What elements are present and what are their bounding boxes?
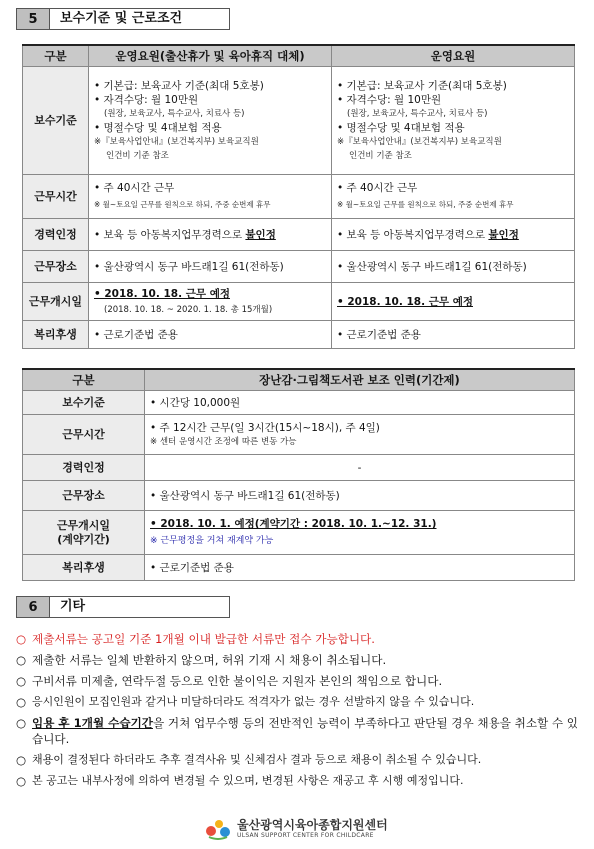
- cell-text: • 보육 등 아동복지업무경력으로: [94, 228, 246, 241]
- cell-line: 인건비 기준 참조: [349, 150, 412, 161]
- cell-line: • 주 12시간 근무(일 3시간(15시~18시), 주 4일): [150, 421, 380, 434]
- cell-line: • 2018. 10. 1. 예정(계약기간 : 2018. 10. 1.~12. 31.): [150, 518, 437, 530]
- welfare-cell-b: • 근로기준법 준용: [332, 321, 575, 349]
- conditions-table-1: [22, 44, 575, 349]
- table-row: [23, 321, 575, 349]
- cell-line: (2018. 10. 18. ~ 2020. 1. 18. 총 15개월): [104, 304, 273, 315]
- exp-cell-a: [89, 219, 332, 251]
- pay-cell-b: [332, 67, 575, 175]
- row-label: 근무시간: [23, 415, 145, 455]
- table-row: [23, 511, 575, 555]
- cell-line: • 2018. 10. 18. 근무 예정: [337, 295, 473, 308]
- note-text: 제출서류는 공고일 기준 1개월 이내 발급한 서류만 접수 가능합니다.: [32, 632, 375, 646]
- list-item: [16, 631, 582, 647]
- pay-cell: • 시간당 10,000원: [145, 391, 575, 415]
- table-row: [23, 415, 575, 455]
- row-label: 근무장소: [23, 251, 89, 283]
- table-row: [23, 175, 575, 219]
- header-cell: 운영요원: [332, 45, 575, 67]
- circle-bullet-icon: ○: [16, 753, 27, 767]
- cell-line: ※ 센터 운영시간 조정에 따른 변동 가능: [150, 436, 297, 447]
- section-6-header: [16, 596, 230, 618]
- cell-text: • 보육 등 아동복지업무경력으로: [337, 228, 489, 241]
- start-cell-b: [332, 283, 575, 321]
- cell-line: • 명절수당 및 4대보험 적용: [337, 121, 465, 134]
- list-item: [16, 673, 582, 689]
- circle-bullet-icon: ○: [16, 653, 27, 667]
- cell-emphasis: 불인정: [488, 228, 519, 241]
- hours-cell-b: [332, 175, 575, 219]
- exp-cell-b: [332, 219, 575, 251]
- cell-line: • 명절수당 및 4대보험 적용: [94, 121, 222, 134]
- place-cell: • 울산광역시 동구 바드래1길 61(전하동): [145, 481, 575, 511]
- list-item: [16, 652, 582, 668]
- footer: [205, 818, 388, 840]
- list-item: [16, 715, 582, 747]
- cell-line: • 자격수당: 월 10만원: [94, 93, 199, 106]
- cell-line: ※ 월~토요일 근무를 원칙으로 하되, 주중 순번제 휴무: [94, 200, 271, 209]
- cell-line: ※『보육사업안내』(보건복지부) 보육교직원: [337, 136, 502, 147]
- row-label: 보수기준: [23, 391, 145, 415]
- circle-bullet-icon: ○: [16, 716, 27, 730]
- header-cell: 장난감·그림책도서관 보조 인력(기간제): [145, 369, 575, 391]
- row-label: 경력인정: [23, 219, 89, 251]
- table-header-row: [23, 369, 575, 391]
- row-label: 근무개시일: [23, 283, 89, 321]
- cell-line: 인건비 기준 참조: [106, 150, 169, 161]
- note-text: 제출한 서류는 일체 반환하지 않으며, 허위 기재 시 채용이 취소됩니다.: [32, 653, 387, 667]
- row-label: 복리후생: [23, 555, 145, 581]
- start-cell-a: [89, 283, 332, 321]
- welfare-cell: • 근로기준법 준용: [145, 555, 575, 581]
- note-text: 구비서류 미제출, 연락두절 등으로 인한 불이익은 지원자 본인의 책임으로 합니다.: [32, 674, 443, 688]
- label-line: 근무개시일: [56, 518, 111, 532]
- footer-text: [237, 819, 388, 840]
- list-item: [16, 694, 582, 710]
- cell-line: • 기본급: 보육교사 기준(최대 5호봉): [337, 79, 507, 92]
- table-row: [23, 555, 575, 581]
- row-label: 근무시간: [23, 175, 89, 219]
- start-cell: [145, 511, 575, 555]
- conditions-table-2: [22, 368, 575, 581]
- hours-cell-a: [89, 175, 332, 219]
- cell-line: ※『보육사업안내』(보건복지부) 보육교직원: [94, 136, 259, 147]
- circle-bullet-icon: ○: [16, 774, 27, 788]
- cell-emphasis: 불인정: [245, 228, 276, 241]
- row-label: 복리후생: [23, 321, 89, 349]
- header-cell: 구분: [23, 369, 145, 391]
- circle-bullet-icon: ○: [16, 695, 27, 709]
- section-title: 보수기준 및 근로조건: [50, 8, 230, 30]
- section-number: 5: [16, 8, 50, 30]
- table-row: [23, 251, 575, 283]
- cell-line: ※ 월~토요일 근무를 원칙으로 하되, 주중 순번제 휴무: [337, 200, 514, 209]
- label-line: (계약기간): [57, 532, 110, 546]
- note-emphasis: 임용 후 1개월 수습기간: [32, 716, 153, 730]
- org-name: 울산광역시육아종합지원센터: [237, 817, 388, 832]
- list-item: [16, 752, 582, 768]
- table-row: [23, 67, 575, 175]
- row-label: [23, 511, 145, 555]
- cell-line: • 자격수당: 월 10만원: [337, 93, 442, 106]
- exp-cell: -: [145, 455, 575, 481]
- section-title: 기타: [50, 596, 230, 618]
- circle-bullet-icon: ○: [16, 674, 27, 688]
- table-row: [23, 455, 575, 481]
- row-label: 보수기준: [23, 67, 89, 175]
- note-text: [32, 715, 582, 747]
- note-text: 본 공고는 내부사정에 의하여 변경될 수 있으며, 변경된 사항은 재공고 후 시행 예정입니다.: [32, 774, 464, 787]
- notes-list: [16, 631, 582, 794]
- place-cell-a: • 울산광역시 동구 바드래1길 61(전하동): [89, 251, 332, 283]
- table-header-row: [23, 45, 575, 67]
- table-row: [23, 219, 575, 251]
- table-row: [23, 391, 575, 415]
- cell-line: ※ 근무평정을 거쳐 재계약 가능: [150, 536, 274, 546]
- note-text-rest: 을 거쳐 업무수행 등의 전반적인 능력이 부족하다고 판단될 경우 채용을 취소할 수 있습니다.: [32, 716, 578, 746]
- cell-line: (원장, 보육교사, 특수교사, 치료사 등): [347, 108, 488, 119]
- pay-cell-a: [89, 67, 332, 175]
- table-row: [23, 481, 575, 511]
- cell-line: (원장, 보육교사, 특수교사, 치료사 등): [104, 108, 245, 119]
- hours-cell: [145, 415, 575, 455]
- cell-line: • 기본급: 보육교사 기준(최대 5호봉): [94, 79, 264, 92]
- org-name-en: ULSAN SUPPORT CENTER FOR CHILDCARE: [237, 831, 374, 839]
- cell-line: • 주 40시간 근무: [337, 182, 418, 194]
- cell-line: • 주 40시간 근무: [94, 182, 175, 194]
- note-text: 채용이 결정된다 하더라도 추후 결격사유 및 신체검사 결과 등으로 채용이 취소될 수 있습니다.: [32, 753, 482, 766]
- row-label: 근무장소: [23, 481, 145, 511]
- row-label: 경력인정: [23, 455, 145, 481]
- place-cell-b: • 울산광역시 동구 바드래1길 61(전하동): [332, 251, 575, 283]
- circle-bullet-icon: ○: [16, 632, 27, 646]
- header-cell: 운영요원(출산휴가 및 육아휴직 대체): [89, 45, 332, 67]
- section-5-header: [16, 8, 230, 30]
- cell-line: • 2018. 10. 18. 근무 예정: [94, 287, 230, 300]
- table-row: [23, 283, 575, 321]
- section-number: 6: [16, 596, 50, 618]
- welfare-cell-a: • 근로기준법 준용: [89, 321, 332, 349]
- center-logo-icon: [205, 818, 231, 840]
- note-text: 응시인원이 모집인원과 같거나 미달하더라도 적격자가 없는 경우 선발하지 않을 수 있습니다.: [32, 695, 475, 708]
- list-item: [16, 773, 582, 789]
- header-cell: 구분: [23, 45, 89, 67]
